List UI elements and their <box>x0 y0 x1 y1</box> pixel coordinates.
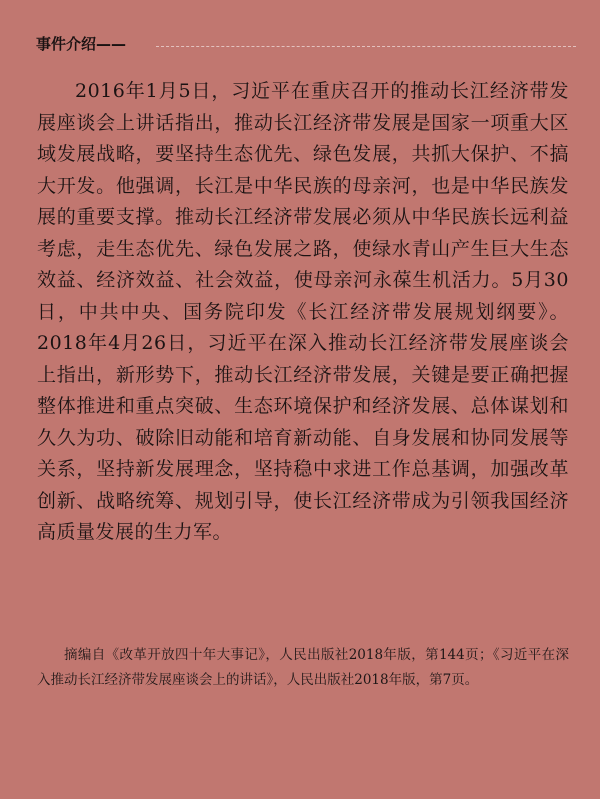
source-citation: 摘编自《改革开放四十年大事记》，人民出版社2018年版，第144页；《习近平在深入推动长江经济带发展座谈会上的讲话》，人民出版社2018年版，第7页。 <box>37 647 569 688</box>
section-title: 事件介绍—— <box>36 35 127 53</box>
section-header <box>36 34 576 54</box>
event-description-paragraph: 2016年1月5日，习近平在重庆召开的推动长江经济带发展座谈会上讲话指出，推动长江经济带发展是国家一项重大区域发展战略，要坚持生态优先、绿色发展，共抓大保护、不搞大开发。他强调，长江是中华民族的母亲河，也是中华民族发展的重要支撑。推动长江经济带发展必须从中华民族长远利益考虑，走生态优先、绿色发展之路，使绿水青山产生巨大生态效益、经济效益、社会效益，使母亲河永葆生机活力。5月30日，中共中央、国务院印发《长江经济带发展规划纲要》。2018年4月26日，习近平在深入推动长江经济带发展座谈会上指出，新形势下，推动长江经济带发展，关键是要正确把握整体推进和重点突破、生态环境保护和经济发展、总体谋划和久久为功、破除旧动能和培育新动能、自身发展和协同发展等关系，坚持新发展理念，坚持稳中求进工作总基调，加强改革创新、战略统筹、规划引导，使长江经济带成为引领我国经济高质量发展的生力军。 <box>37 80 569 543</box>
header-divider <box>156 46 576 47</box>
